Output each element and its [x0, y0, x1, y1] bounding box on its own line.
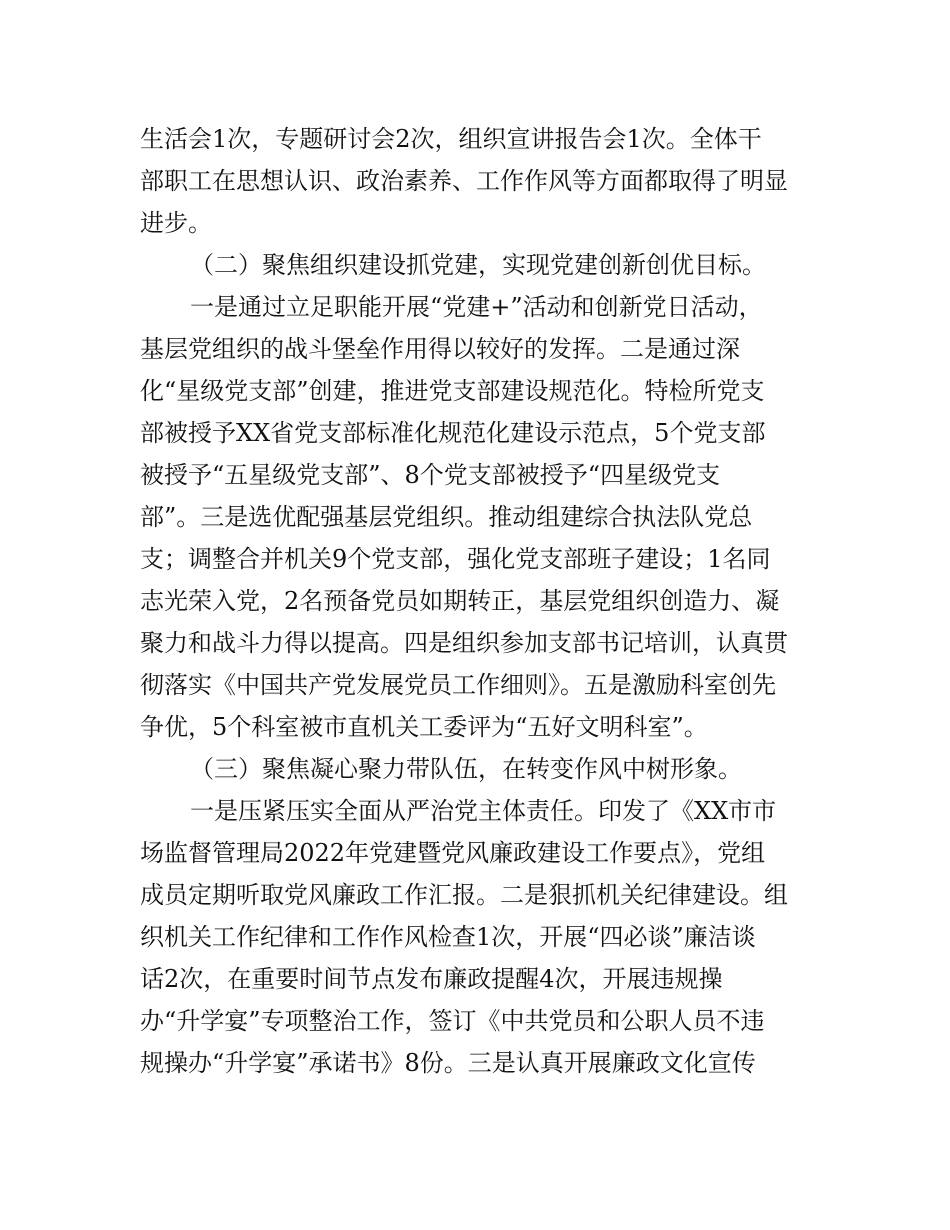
text-line: 部被授予XX省党支部标准化规范化建设示范点，5个党支部 — [140, 419, 766, 447]
text-line: 织机关工作纪律和工作作风检查1次，开展“四必谈”廉洁谈 — [140, 923, 756, 951]
text-line: 办“升学宴”专项整治工作，签订《中共党员和公职人员不违 — [140, 1007, 765, 1035]
text-line: 部”。三是选优配强基层党组织。推动组建综合执法队党总 — [140, 503, 753, 531]
text-line: 一是通过立足职能开展“党建+”活动和创新党日活动， — [190, 293, 763, 321]
text-line: 被授予“五星级党支部”、8个党支部被授予“四星级党支 — [140, 461, 721, 489]
text-line: 支；调整合并机关9个党支部，强化党支部班子建设；1名同 — [140, 545, 771, 573]
text-line: 进步。 — [140, 209, 212, 237]
text-line: 争优，5个科室被市直机关工委评为“五好文明科室”。 — [140, 713, 708, 741]
text-line: 规操办“升学宴”承诺书》8份。三是认真开展廉政文化宣传 — [140, 1049, 756, 1077]
text-line: 生活会1次，专题研讨会2次，组织宣讲报告会1次。全体干 — [140, 125, 762, 153]
text-line: 场监督管理局2022年党建暨党风廉政建设工作要点》，党组 — [140, 839, 766, 867]
text-line: 化“星级党支部”创建，推进党支部建设规范化。特检所党支 — [140, 377, 765, 405]
text-line: 志光荣入党，2名预备党员如期转正，基层党组织创造力、凝 — [140, 587, 780, 615]
text-line: 基层党组织的战斗堡垒作用得以较好的发挥。二是通过深 — [140, 335, 740, 363]
section-heading: （二）聚焦组织建设抓党建，实现党建创新创优目标。 — [190, 251, 766, 279]
text-line: 聚力和战斗力得以提高。四是组织参加支部书记培训，认真贯 — [140, 629, 788, 657]
text-line: 部职工在思想认识、政治素养、工作作风等方面都取得了明显 — [140, 167, 788, 195]
text-line: 彻落实《中国共产党发展党员工作细则》。五是激励科室创先 — [140, 671, 776, 699]
section-heading: （三）聚焦凝心聚力带队伍，在转变作风中树形象。 — [190, 755, 742, 783]
text-line: 话2次，在重要时间节点发布廉政提醒4次，开展违规操 — [140, 965, 723, 993]
text-line: 成员定期听取党风廉政工作汇报。二是狠抓机关纪律建设。组 — [140, 881, 788, 909]
text-line: 一是压紧压实全面从严治党主体责任。印发了《XX市市 — [190, 797, 777, 825]
